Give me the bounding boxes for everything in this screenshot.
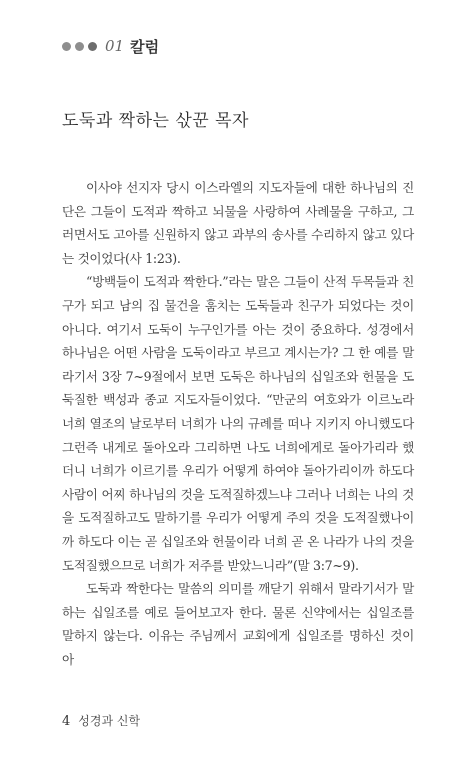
bullet-dot-icon (75, 42, 84, 51)
article-title: 도둑과 짝하는 삯꾼 목자 (62, 111, 249, 131)
paragraph: 도둑과 짝한다는 말씀의 의미를 깨닫기 위해서 말라기서가 말하는 십일조를 예로 들어보고자 한다. 물론 신약에서는 십일조를 말하지 않는다. 이유는 주님께서 교회에게 십일조를 명하신 것이 아 (62, 581, 414, 667)
chapter-title: 칼럼 (130, 37, 160, 56)
bullet-dot-icon (88, 42, 97, 51)
article-body (62, 176, 414, 671)
running-title: 성경과 신학 (78, 714, 141, 728)
chapter-header (62, 36, 159, 56)
paragraph: 이사야 선지자 당시 이스라엘의 지도자들에 대한 하나님의 진단은 그들이 도적과 짝하고 뇌물을 사랑하여 사례물을 구하고, 그러면서도 고아를 신원하지 않고 과부의 송사를 수리하지 않고 있다는 것이었다(사 1:23). (62, 180, 414, 266)
chapter-number: 01 (105, 37, 125, 55)
paragraph: “방백들이 도적과 짝한다.”라는 말은 그들이 산적 두목들과 친구가 되고 남의 집 물건을 훔치는 도둑들과 친구가 되었다는 것이 아니다. 여기서 도둑이 누구인가를 아는 것이 중요하다. 성경에서 하나님은 어떤 사람을 도둑이라고 부르고 계시는가? 그 한 예를 말라기서 3장 7~9절에서 보면 도둑은 하나님의 십일조와 헌물을 도둑질한 백성과 종교 지도자들이었다. “만군의 여호와가 이르노라 너희 열조의 날로부터 너희가 나의 규례를 떠나 지키지 아니했도다 그런즉 내게로 돌아오라 그리하면 나도 너희에게로 돌아가리라 했더니 너희가 이르기를 우리가 어떻게 하여야 돌아가리이까 하도다 사람이 어찌 하나님의 것을 도적질하겠느냐 그러나 너희는 나의 것을 도적질하고도 말하기를 우리가 어떻게 주의 것을 도적질했나이까 하도다 이는 곧 십일조와 헌물이라 너희 곧 온 나라가 나의 것을 도적질했으므로 너희가 저주를 받았느니라”(말 3:7~9). (62, 274, 414, 573)
bullet-dot-icon (62, 42, 71, 51)
page-number: 4 (62, 714, 71, 729)
page-footer (62, 712, 140, 729)
